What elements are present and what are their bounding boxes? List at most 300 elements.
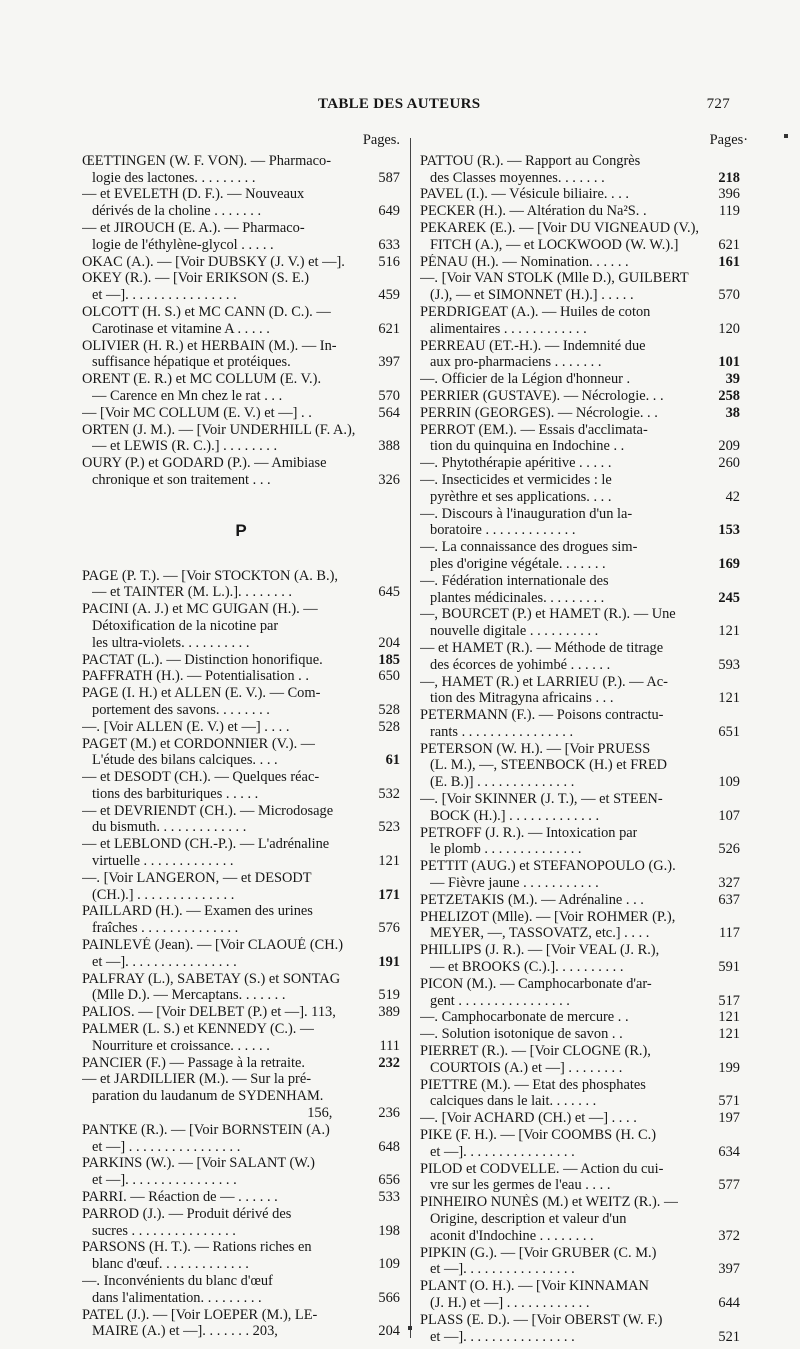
page-ref: [736, 942, 740, 959]
entry-text: (E. B.)] . . . . . . . . . . . . . .: [430, 774, 575, 791]
page-ref: [736, 674, 740, 691]
entry-text: les ultra-violets. . . . . . . . . .: [92, 634, 250, 651]
entry-text: PARSONS (H. T.). — Rations riches en: [82, 1239, 312, 1256]
page-ref: 119: [718, 203, 740, 220]
index-line: [82, 455, 400, 472]
page-ref: 198: [378, 1222, 400, 1239]
page-ref: [736, 153, 740, 170]
entry-text: et —]. . . . . . . . . . . . . . . .: [92, 953, 237, 970]
index-line: [420, 1329, 740, 1346]
entry-text: PIPKIN (G.). — [Voir GRUBER (C. M.): [420, 1244, 657, 1261]
entry-text: MEYER, —, TASSOVATZ, etc.] . . . .: [430, 925, 650, 942]
index-line: [82, 601, 400, 618]
page-ref: 634: [718, 1143, 740, 1160]
page-ref: 39: [725, 371, 740, 388]
entry-text: PATEL (J.). — [Voir LOEPER (M.), LE-: [82, 1306, 318, 1323]
index-line: [82, 220, 400, 237]
index-line: [420, 959, 740, 976]
page-ref: 649: [378, 203, 400, 220]
entry-text: et —]. . . . . . . . . . . . . . . .: [92, 287, 237, 304]
entry-text: OURY (P.) et GODARD (P.). — Amibiase: [82, 455, 327, 472]
index-line: [82, 1021, 400, 1038]
entry-text: PECKER (H.). — Altération du Na²S. .: [420, 203, 647, 220]
page-ref: 566: [378, 1289, 400, 1306]
entry-text: rants . . . . . . . . . . . . . . . .: [430, 723, 574, 740]
index-line: [82, 903, 400, 920]
entry-text: PETTIT (AUG.) et STEFANOPOULO (G.).: [420, 858, 676, 875]
index-line: [82, 186, 400, 203]
entry-text: — Fièvre jaune . . . . . . . . . . .: [430, 875, 599, 892]
index-line: [420, 270, 740, 287]
index-line: [420, 976, 740, 993]
page-ref: [736, 220, 740, 237]
entry-text: L'étude des bilans calciques. . . .: [92, 752, 278, 769]
index-line: [82, 321, 400, 338]
entry-text: sucres . . . . . . . . . . . . . . .: [92, 1222, 236, 1239]
index-line: [420, 371, 740, 388]
index-line: [82, 668, 400, 685]
index-line: [420, 674, 740, 691]
page-ref: [736, 573, 740, 590]
index-line: [82, 203, 400, 220]
entry-text: —. [Voir SKINNER (J. T.), — et STEEN-: [420, 791, 663, 808]
page-ref: [396, 1021, 400, 1038]
index-line: [420, 1060, 740, 1077]
index-line: [420, 1144, 740, 1161]
entry-text: et —] . . . . . . . . . . . . . . . .: [92, 1138, 241, 1155]
page-ref: 645: [378, 584, 400, 601]
index-line: [82, 584, 400, 601]
index-line: [82, 568, 400, 585]
page-ref: 564: [378, 404, 400, 421]
index-line: [420, 338, 740, 355]
entry-text: PAVEL (I.). — Vésicule biliaire. . . .: [420, 186, 630, 203]
entry-text: et —]. . . . . . . . . . . . . . . .: [430, 1143, 575, 1160]
page-ref: 633: [378, 236, 400, 253]
page-ref: [736, 757, 740, 774]
pages-column-label: Pages.: [362, 132, 400, 148]
page-ref: [396, 220, 400, 237]
index-line: [82, 287, 400, 304]
entry-text: gent . . . . . . . . . . . . . . . .: [430, 992, 570, 1009]
index-line: [420, 825, 740, 842]
entry-text: —, HAMET (R.) et LARRIEU (P.). — Ac-: [420, 673, 668, 690]
entry-text: chronique et son traitement . . .: [92, 471, 271, 488]
index-line: [82, 685, 400, 702]
entry-text: nouvelle digitale . . . . . . . . . .: [430, 623, 599, 640]
page-ref: 161: [718, 253, 740, 270]
index-line: [82, 937, 400, 954]
entry-text: PANCIER (F.) — Passage à la retraite.: [82, 1054, 305, 1071]
entry-text: — et DEVRIENDT (CH.). — Microdosage: [82, 802, 334, 819]
index-line: [420, 1312, 740, 1329]
page-ref: 637: [718, 891, 740, 908]
page-ref: [396, 685, 400, 702]
page-ref: [396, 1122, 400, 1139]
index-line: [420, 1161, 740, 1178]
page-ref: 533: [378, 1189, 400, 1206]
entry-text: PIETTRE (M.). — Etat des phosphates: [420, 1076, 646, 1093]
entry-text: PALIOS. — [Voir DELBET (P.) et —]. 113,: [82, 1004, 336, 1021]
entry-text: PETERMANN (F.). — Poisons contractu-: [420, 707, 664, 724]
index-line: [420, 791, 740, 808]
index-line: [420, 321, 740, 338]
page-ref: [396, 1088, 400, 1105]
page-ref: [736, 338, 740, 355]
page-ref: 218: [718, 169, 740, 186]
index-line: [420, 1278, 740, 1295]
index-line: [420, 1245, 740, 1262]
page-ref: [736, 1194, 740, 1211]
page-ref: 111: [379, 1037, 400, 1054]
page-ref: 185: [378, 651, 400, 668]
page-ref: [396, 568, 400, 585]
index-line: [82, 1038, 400, 1055]
index-line: [420, 254, 740, 271]
entry-text: — et JIROUCH (E. A.). — Pharmaco-: [82, 219, 305, 236]
entry-text: PAGE (I. H.) et ALLEN (E. V.). — Com-: [82, 685, 321, 702]
entry-text: PINHEIRO NUNÈS (M.) et WEITZ (R.). —: [420, 1194, 679, 1211]
index-line: [420, 858, 740, 875]
index-line: [82, 170, 400, 187]
page-ref: 532: [378, 785, 400, 802]
page-ref: 650: [378, 668, 400, 685]
entry-text: —. Camphocarbonate de mercure . .: [420, 1009, 629, 1026]
page-ref: 327: [718, 875, 740, 892]
page-ref: [736, 1043, 740, 1060]
index-line: [82, 853, 400, 870]
page-ref: [736, 741, 740, 758]
page-ref: 191: [378, 953, 400, 970]
entry-text: — et JARDILLIER (M.). — Sur la pré-: [82, 1071, 312, 1088]
page-ref: 169: [718, 555, 740, 572]
page-ref: [396, 836, 400, 853]
page-ref: [736, 1278, 740, 1295]
index-line: [82, 371, 400, 388]
index-line: [82, 836, 400, 853]
entry-text: PARRI. — Réaction de — . . . . . .: [82, 1189, 278, 1206]
index-line: [82, 405, 400, 422]
index-line: [420, 455, 740, 472]
page-ref: 528: [378, 701, 400, 718]
index-line: [82, 237, 400, 254]
index-line: [82, 719, 400, 736]
page-ref: [736, 1312, 740, 1329]
index-line: [82, 304, 400, 321]
page-ref: 648: [378, 1138, 400, 1155]
entry-text: — et BROOKS (C.).]. . . . . . . . . .: [430, 959, 624, 976]
page-ref: [396, 803, 400, 820]
entry-text: PARKINS (W.). — [Voir SALANT (W.): [82, 1155, 315, 1172]
entry-text: du bismuth. . . . . . . . . . . . .: [92, 819, 247, 836]
index-line: [420, 690, 740, 707]
entry-text: — et HAMET (R.). — Méthode de titrage: [420, 639, 664, 656]
index-line: [82, 769, 400, 786]
entry-text: 156,: [307, 1105, 333, 1122]
page-ref: [396, 870, 400, 887]
entry-text: ples d'origine végétale. . . . . . .: [430, 555, 606, 572]
page-ref: 121: [718, 1026, 740, 1043]
index-line: [420, 1211, 740, 1228]
page-ref: [396, 903, 400, 920]
entry-text: des Classes moyennes. . . . . . .: [430, 169, 605, 186]
index-line: [82, 1223, 400, 1240]
page-ref: [396, 1273, 400, 1290]
entry-text: dans l'alimentation. . . . . . . . .: [92, 1289, 262, 1306]
index-line: [82, 472, 400, 489]
page-ref: [736, 304, 740, 321]
index-line: [420, 237, 740, 254]
entry-text: OKEY (R.). — [Voir ERIKSON (S. E.): [82, 270, 310, 287]
index-line: [420, 1127, 740, 1144]
page-ref: [736, 825, 740, 842]
page-ref: 570: [378, 387, 400, 404]
entry-text: PEKAREK (E.). — [Voir DU VIGNEAUD (V.),: [420, 219, 699, 236]
page-ref: [396, 304, 400, 321]
page-ref: [736, 976, 740, 993]
index-line: [82, 422, 400, 439]
page-number: 727: [706, 96, 730, 112]
page-ref: [396, 422, 400, 439]
index-line: [82, 1004, 400, 1021]
page-ref: [396, 769, 400, 786]
entry-text: —. Discours à l'inauguration d'un la-: [420, 505, 633, 522]
page-ref: 396: [718, 186, 740, 203]
entry-text: tion des Mitragyna africains . . .: [430, 690, 614, 707]
index-line: [82, 388, 400, 405]
page-ref: 621: [378, 320, 400, 337]
entry-text: aconit d'Indochine . . . . . . . .: [430, 1227, 594, 1244]
page-ref: [736, 1077, 740, 1094]
page-ref: [736, 539, 740, 556]
index-line: [420, 354, 740, 371]
entry-text: PALMER (L. S.) et KENNEDY (C.). —: [82, 1021, 315, 1038]
entry-text: tion du quinquina en Indochine . .: [430, 438, 625, 455]
page-ref: [736, 1161, 740, 1178]
index-line: [420, 388, 740, 405]
entry-text: PALFRAY (L.), SABETAY (S.) et SONTAG: [82, 970, 341, 987]
index-line: [420, 1009, 740, 1026]
page-ref: 38: [725, 404, 740, 421]
page-ref: [396, 1206, 400, 1223]
index-line: [420, 304, 740, 321]
page-ref: [736, 1127, 740, 1144]
index-line: [420, 993, 740, 1010]
left-column: [82, 132, 400, 1340]
page-ref: 576: [378, 920, 400, 937]
entry-text: PETROFF (J. R.). — Intoxication par: [420, 824, 638, 841]
index-line: [420, 1177, 740, 1194]
index-line: [420, 623, 740, 640]
page-ref: 258: [718, 387, 740, 404]
index-line: [82, 1206, 400, 1223]
index-line: [420, 942, 740, 959]
entry-text: PERRIER (GUSTAVE). — Nécrologie. . .: [420, 387, 664, 404]
index-line: [82, 354, 400, 371]
page-ref: [736, 791, 740, 808]
page-ref: 372: [718, 1227, 740, 1244]
index-line: [82, 752, 400, 769]
index-line: [82, 1122, 400, 1139]
index-line: [82, 1323, 400, 1340]
entry-text: suffisance hépatique et protéiques.: [92, 354, 291, 371]
entry-text: PAILLARD (H.). — Examen des urines: [82, 903, 313, 920]
index-line: [420, 472, 740, 489]
entry-text: — Carence en Mn chez le rat . . .: [92, 387, 283, 404]
index-line: [420, 590, 740, 607]
index-line: [82, 1273, 400, 1290]
index-line: [82, 438, 400, 455]
page-ref: [736, 640, 740, 657]
entry-text: boratoire . . . . . . . . . . . . .: [430, 522, 576, 539]
page-ref: [736, 1245, 740, 1262]
entry-text: PACTAT (L.). — Distinction honorifique.: [82, 651, 323, 668]
print-mark: [784, 134, 788, 138]
page-ref: 121: [718, 623, 740, 640]
page-ref: [396, 1307, 400, 1324]
index-line: [420, 724, 740, 741]
page-ref: [396, 971, 400, 988]
entry-text: — et LEBLOND (CH.-P.). — L'adrénaline: [82, 836, 330, 853]
page-ref: 121: [378, 853, 400, 870]
entry-text: dérivés de la choline . . . . . . .: [92, 203, 262, 220]
entry-text: —. [Voir LANGERON, — et DESODT: [82, 869, 312, 886]
index-line: [420, 506, 740, 523]
entry-text: PAFFRATH (H.). — Potentialisation . .: [82, 668, 309, 685]
index-line: [82, 1088, 400, 1105]
page-ref: 591: [718, 959, 740, 976]
entry-text: le plomb . . . . . . . . . . . . . .: [430, 841, 582, 858]
entry-text: PHELIZOT (Mlle). — [Voir ROHMER (P.),: [420, 908, 676, 925]
entry-text: PIERRET (R.). — [Voir CLOGNE (R.),: [420, 1043, 651, 1060]
entry-text: PILOD et CODVELLE. — Action du cui-: [420, 1160, 664, 1177]
index-line: [82, 652, 400, 669]
page-ref: [396, 601, 400, 618]
page-ref: 153: [718, 522, 740, 539]
entry-text: —. [Voir VAN STOLK (Mlle D.), GUILBERT: [420, 270, 689, 287]
entry-text: et —]. . . . . . . . . . . . . . . .: [430, 1261, 575, 1278]
page-ref: 117: [718, 925, 740, 942]
entry-text: —. Fédération internationale des: [420, 572, 609, 589]
index-line: [82, 338, 400, 355]
index-line: [420, 422, 740, 439]
entry-text: portement des savons. . . . . . . .: [92, 701, 270, 718]
entry-text: COURTOIS (A.) et —] . . . . . . . .: [430, 1059, 623, 1076]
page-ref: 42: [725, 488, 740, 505]
entry-text: PICON (M.). — Camphocarbonate d'ar-: [420, 975, 652, 992]
index-line: [82, 254, 400, 271]
entry-text: —. Solution isotonique de savon . .: [420, 1026, 623, 1043]
index-line: [420, 1026, 740, 1043]
entry-text: —. [Voir ALLEN (E. V.) et —] . . . .: [82, 718, 290, 735]
index-line: [82, 1155, 400, 1172]
entry-text: —, BOURCET (P.) et HAMET (R.). — Une: [420, 606, 676, 623]
index-line: [82, 819, 400, 836]
page-ref: 209: [718, 438, 740, 455]
entry-text: — et TAINTER (M. L.).]. . . . . . . .: [92, 584, 293, 601]
page-ref: 236: [378, 1105, 400, 1122]
entry-text: Origine, description et valeur d'un: [430, 1211, 627, 1227]
entry-text: Nourriture et croissance. . . . . .: [92, 1037, 270, 1054]
entry-text: PERDRIGEAT (A.). — Huiles de coton: [420, 303, 651, 320]
entry-text: — et DESODT (CH.). — Quelques réac-: [82, 769, 320, 786]
index-line: [82, 270, 400, 287]
entry-text: BOCK (H.).] . . . . . . . . . . . . .: [430, 807, 600, 824]
page-ref: [396, 937, 400, 954]
left-entries: [82, 153, 400, 1340]
index-line: [420, 1110, 740, 1127]
right-column: [420, 132, 748, 1345]
entry-text: —. Officier de la Légion d'honneur .: [420, 371, 631, 388]
page-ref: [736, 270, 740, 287]
page-ref: 459: [378, 287, 400, 304]
index-line: [420, 1194, 740, 1211]
index-line: [420, 539, 740, 556]
entry-text: aux pro-pharmaciens . . . . . . .: [430, 354, 602, 371]
index-line: [420, 774, 740, 791]
column-divider: [410, 138, 411, 1338]
entry-text: fraîches . . . . . . . . . . . . . .: [92, 920, 239, 937]
index-line: [82, 786, 400, 803]
entry-text: PACINI (A. J.) et MC GUIGAN (H.). —: [82, 601, 318, 618]
page-ref: 109: [718, 774, 740, 791]
index-line: [420, 841, 740, 858]
entry-text: PAINLEVÉ (Jean). — [Voir CLAOUÉ (CH.): [82, 937, 343, 954]
page-ref: 656: [378, 1172, 400, 1189]
page-ref: 593: [718, 656, 740, 673]
index-line: [82, 1105, 400, 1122]
page-ref: [396, 1155, 400, 1172]
entry-text: ORENT (E. R.) et MC COLLUM (E. V.).: [82, 371, 322, 388]
entry-text: tions des barbituriques . . . . .: [92, 785, 259, 802]
entry-text: OKAC (A.). — [Voir DUBSKY (J. V.) et —].: [82, 253, 345, 270]
page-ref: 101: [718, 354, 740, 371]
entry-text: PÉNAU (H.). — Nomination. . . . . .: [420, 253, 629, 270]
right-entries: [420, 153, 740, 1346]
entry-text: logie de l'éthylène-glycol . . . . .: [92, 236, 274, 253]
page-ref: 397: [718, 1261, 740, 1278]
index-line: [82, 1071, 400, 1088]
index-line: [420, 1228, 740, 1245]
page-ref: 260: [718, 455, 740, 472]
entry-text: — et LEWIS (R. C.).] . . . . . . . .: [92, 438, 278, 455]
page-ref: [396, 1071, 400, 1088]
page-ref: [396, 736, 400, 753]
page-ref: 120: [718, 320, 740, 337]
index-line: [82, 1172, 400, 1189]
entry-text: FITCH (A.), — et LOCKWOOD (W. W.).]: [430, 236, 679, 253]
page-ref: 526: [718, 841, 740, 858]
entry-text: et —]. . . . . . . . . . . . . . . .: [430, 1328, 575, 1345]
page-ref: [396, 618, 400, 635]
page-ref: [396, 371, 400, 388]
entry-text: PERROT (EM.). — Essais d'acclimata-: [420, 421, 648, 438]
page-ref: [736, 707, 740, 724]
page-ref: 651: [718, 723, 740, 740]
page-ref: 204: [378, 634, 400, 651]
page-ref: 245: [718, 589, 740, 606]
index-line: [420, 573, 740, 590]
entry-text: plantes médicinales. . . . . . . . .: [430, 589, 605, 606]
index-line: [82, 987, 400, 1004]
index-line: [82, 1307, 400, 1324]
page-ref: [396, 270, 400, 287]
page-ref: 109: [378, 1256, 400, 1273]
entry-text: blanc d'œuf. . . . . . . . . . . . .: [92, 1256, 249, 1273]
index-line: [82, 1189, 400, 1206]
index-line: [82, 618, 400, 635]
entry-text: PERRIN (GEORGES). — Nécrologie. . .: [420, 404, 658, 421]
